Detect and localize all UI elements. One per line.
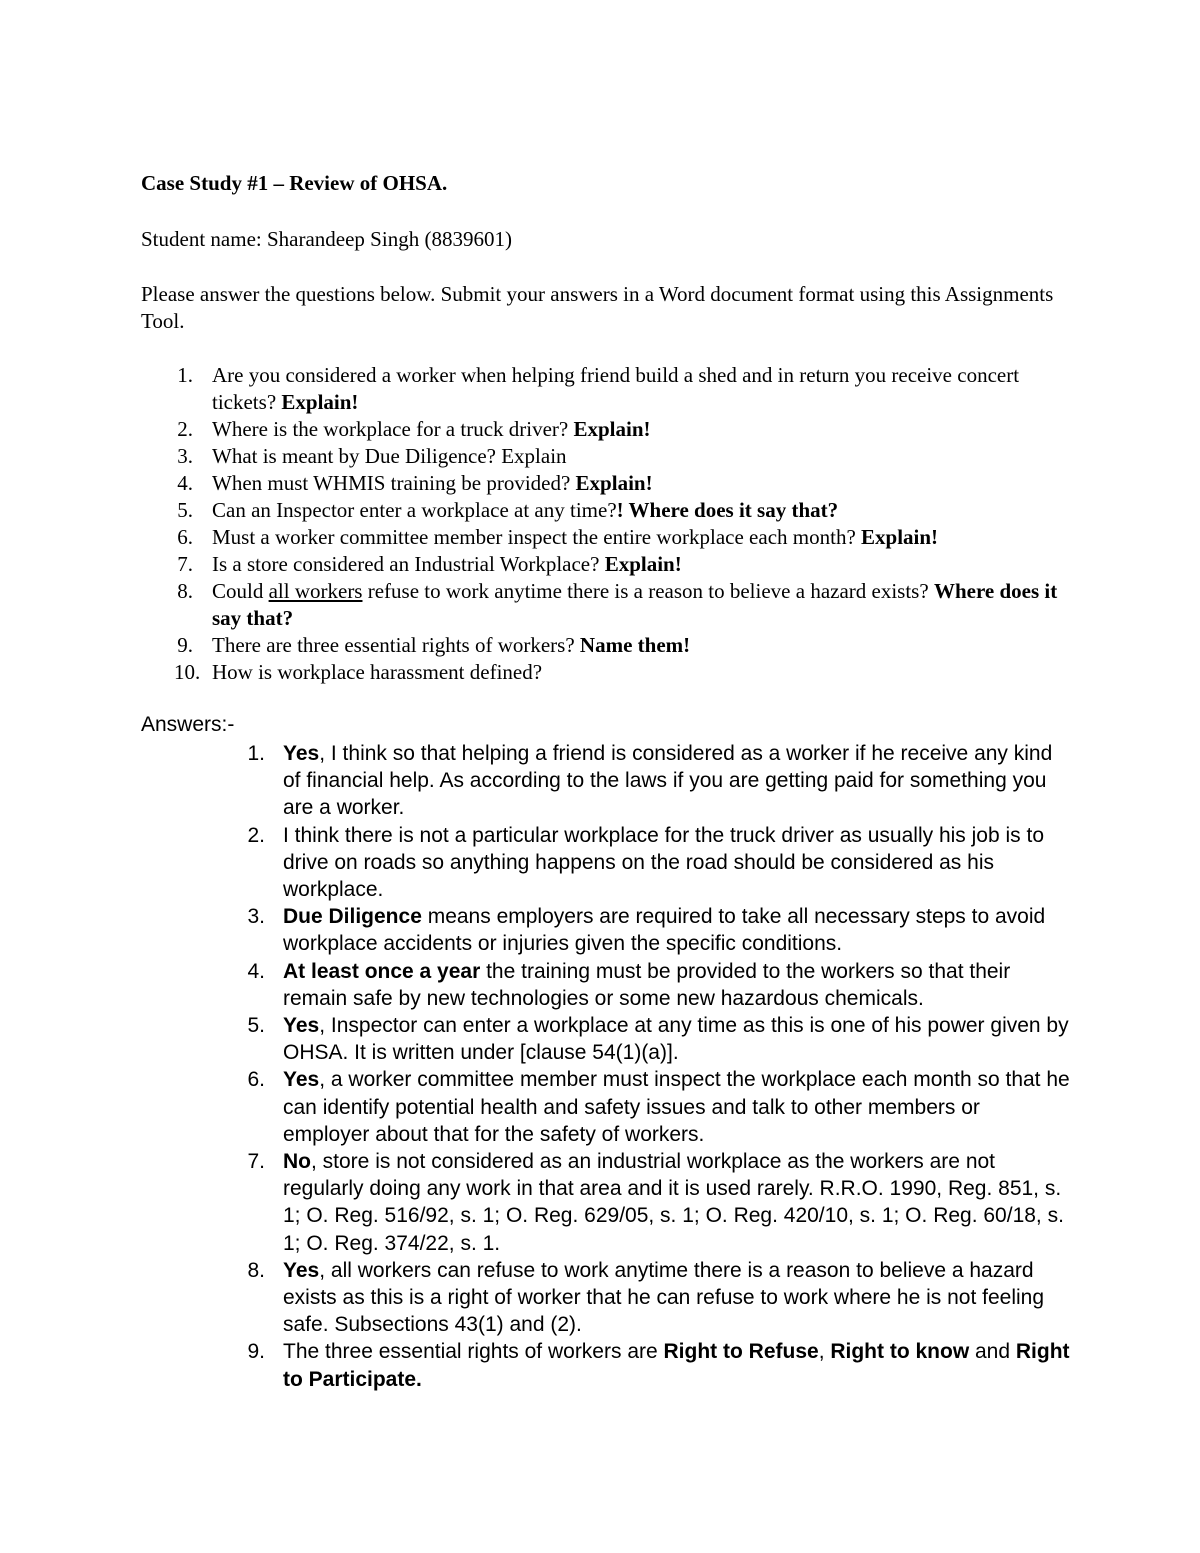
question-emphasis: Name them! bbox=[579, 633, 691, 657]
answer-emphasis: No bbox=[283, 1150, 311, 1174]
student-name: Student name: Sharandeep Singh (8839601) bbox=[141, 227, 512, 251]
question-item bbox=[141, 551, 1081, 578]
question-number: 9. bbox=[177, 633, 193, 657]
right-to-refuse: Right to Refuse bbox=[663, 1340, 819, 1364]
questions-list bbox=[141, 362, 1081, 686]
question-item bbox=[141, 362, 1081, 416]
question-item bbox=[141, 524, 1081, 551]
question-emphasis: ! Where does it say that? bbox=[616, 498, 839, 522]
question-emphasis: Explain! bbox=[281, 390, 359, 414]
question-text: What is meant by Due Diligence? Explain bbox=[212, 444, 567, 468]
question-number: 2. bbox=[177, 417, 193, 441]
answer-emphasis: Yes bbox=[283, 742, 320, 765]
answer-number: 7. bbox=[247, 1150, 265, 1174]
question-number: 4. bbox=[177, 471, 193, 495]
answer-emphasis: Yes bbox=[283, 1068, 320, 1092]
question-number: 6. bbox=[177, 525, 193, 549]
answer-text: , a worker committee member must inspect the workplace each month so that he can identify potential health and safety issues and talk to other members or employer about that for the safety of workers. bbox=[283, 1068, 1070, 1146]
question-item bbox=[141, 416, 1081, 443]
answer-item bbox=[212, 822, 1072, 904]
question-text: Are you considered a worker when helping friend build a shed and in return you receive concert tickets? bbox=[212, 363, 1020, 414]
question-item bbox=[141, 659, 1081, 686]
question-number: 10. bbox=[174, 660, 201, 684]
question-number: 7. bbox=[177, 552, 193, 576]
answer-item bbox=[212, 1257, 1072, 1339]
question-emphasis: Explain! bbox=[573, 417, 651, 441]
answer-item bbox=[212, 1012, 1072, 1066]
answers-heading: Answers:- bbox=[141, 713, 235, 736]
question-item bbox=[141, 497, 1081, 524]
answer-text: , store is not considered as an industrial workplace as the workers are not regularly doing any work in that area and it is used rarely. R.R.O. 1990, Reg. 851, s. 1; O. Reg. 516/92, s. 1; O. Reg. 629/05, s. 1; O. Reg. 420/10, s. 1; O. Reg. 60/18, s. 1; O. Reg. 374/22, s. 1. bbox=[283, 1150, 1064, 1255]
question-emphasis: Explain! bbox=[604, 552, 682, 576]
answers-list bbox=[212, 740, 1072, 1393]
instructions-paragraph: Please answer the questions below. Submit your answers in a Word document format using this Assignments Tool. bbox=[141, 282, 1054, 333]
question-text: There are three essential rights of workers? bbox=[212, 633, 580, 657]
question-emphasis: Explain! bbox=[861, 525, 939, 549]
answer-text: , Inspector can enter a workplace at any time as this is one of his power given by OHSA. It is written under [clause 54(1)(a)]. bbox=[283, 1014, 1069, 1065]
question-text: How is workplace harassment defined? bbox=[212, 660, 543, 684]
answer-item bbox=[212, 740, 1072, 822]
answer-number: 1. bbox=[247, 742, 265, 765]
answer-item bbox=[212, 958, 1072, 1012]
answer-emphasis: Yes bbox=[283, 1258, 320, 1282]
question-text: Must a worker committee member inspect the entire workplace each month? bbox=[212, 525, 862, 549]
question-emphasis: Where does it say that? bbox=[212, 579, 1058, 630]
question-item bbox=[141, 578, 1081, 632]
answer-item bbox=[212, 903, 1072, 957]
question-number: 3. bbox=[177, 444, 193, 468]
question-text-pre: Could bbox=[212, 579, 269, 603]
question-item bbox=[141, 443, 1081, 470]
answer-text: means employers are required to take all necessary steps to avoid workplace accidents or injuries given the specific conditions. bbox=[283, 905, 1046, 956]
answer-number: 2. bbox=[247, 823, 265, 847]
answer-emphasis: Yes bbox=[283, 1014, 320, 1038]
answer-emphasis: At least once a year bbox=[283, 959, 481, 983]
answer-item bbox=[212, 1148, 1072, 1257]
answer-conjunction: and bbox=[969, 1340, 1016, 1364]
answer-number: 5. bbox=[247, 1014, 265, 1038]
question-underline: all workers bbox=[268, 579, 363, 603]
right-to-know: Right to know bbox=[830, 1340, 970, 1364]
answer-item bbox=[212, 1066, 1072, 1148]
answer-text: the training must be provided to the workers so that their remain safe by new technologies or some new hazardous chemicals. bbox=[283, 959, 1011, 1010]
question-text: Where is the workplace for a truck driver? bbox=[212, 417, 574, 441]
question-text: refuse to work anytime there is a reason to believe a hazard exists? bbox=[362, 579, 934, 603]
question-text: Can an Inspector enter a workplace at any time? bbox=[212, 498, 617, 522]
question-emphasis: Explain! bbox=[575, 471, 653, 495]
answer-number: 9. bbox=[247, 1340, 265, 1364]
question-number: 1. bbox=[177, 363, 193, 387]
answer-text: The three essential rights of workers are bbox=[283, 1340, 664, 1364]
answer-text: I think there is not a particular workplace for the truck driver as usually his job is to drive on roads so anything happens on the road should be considered as his workplace. bbox=[283, 823, 1045, 902]
answer-text: , all workers can refuse to work anytime there is a reason to believe a hazard exists as this is a right of worker that he can refuse to work where he is not feeling safe. Subsections 43(1) and (2). bbox=[283, 1258, 1045, 1337]
answer-number: 6. bbox=[247, 1068, 265, 1092]
question-item bbox=[141, 470, 1081, 497]
answer-number: 4. bbox=[247, 959, 265, 983]
question-text: When must WHMIS training be provided? bbox=[212, 471, 576, 495]
answer-item bbox=[212, 1338, 1072, 1392]
right-to-participate: Right to Participate. bbox=[283, 1340, 1070, 1391]
question-number: 8. bbox=[177, 579, 193, 603]
document-title: Case Study #1 – Review of OHSA. bbox=[141, 171, 448, 195]
answer-separator: , bbox=[818, 1340, 831, 1364]
question-number: 5. bbox=[177, 498, 193, 522]
question-item bbox=[141, 632, 1081, 659]
answer-number: 8. bbox=[247, 1258, 265, 1282]
answer-number: 3. bbox=[247, 905, 265, 929]
question-text: Is a store considered an Industrial Workplace? bbox=[212, 552, 605, 576]
answer-text: , I think so that helping a friend is considered as a worker if he receive any kind of financial help. As according to the laws if you are getting paid for something you are a worker. bbox=[283, 742, 1053, 820]
answer-emphasis: Due Diligence bbox=[283, 905, 422, 929]
